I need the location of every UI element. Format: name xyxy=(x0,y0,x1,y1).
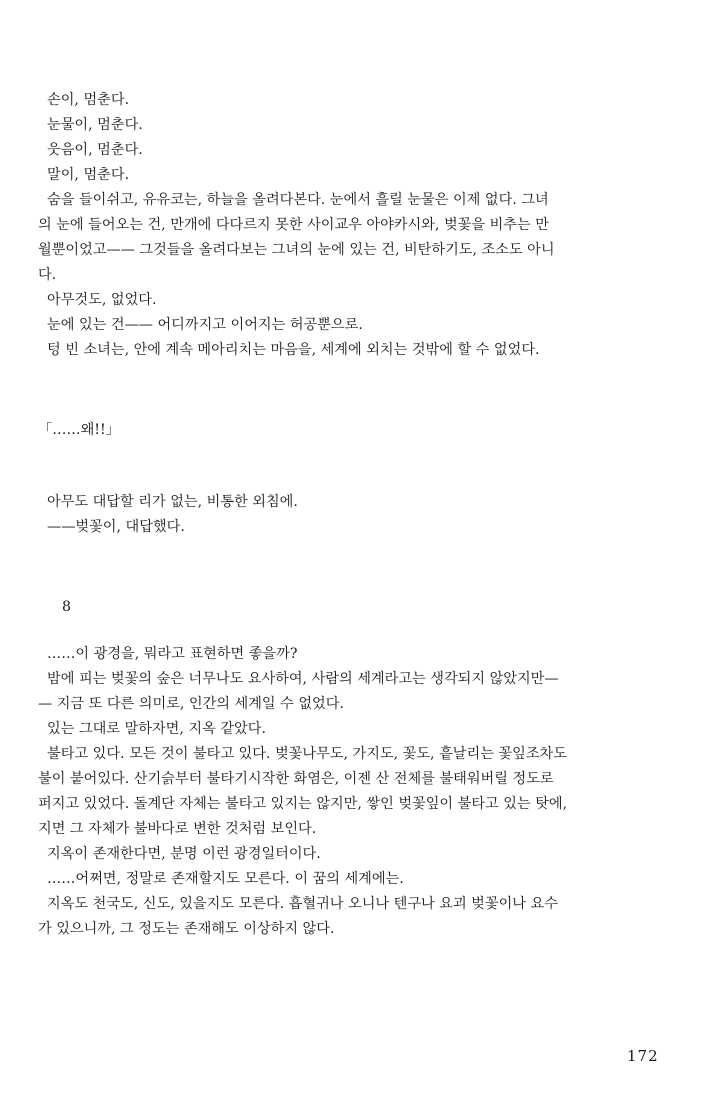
text-line: 지옥이 존재한다면, 분명 이런 광경일터이다. xyxy=(38,846,321,862)
text-line: 눈물이, 멈춘다. xyxy=(38,117,143,133)
text-line: 지옥도 천국도, 신도, 있을지도 모른다. 흡혈귀나 오니나 텐구나 요괴 벚꽃이나 요수 xyxy=(38,896,558,912)
text-line: 눈에 있는 건—— 어디까지고 이어지는 허공뿐으로. xyxy=(38,317,363,333)
text-line: 아무도 대답할 리가 없는, 비통한 외침에. xyxy=(38,494,298,510)
text-line: — 지금 또 다른 의미로, 인간의 세계일 수 없었다. xyxy=(38,696,344,712)
paragraph-block-2 xyxy=(38,490,683,540)
text-line: 텅 빈 소녀는, 안에 계속 메아리치는 마음을, 세계에 외치는 것밖에 할 수 없었다. xyxy=(38,342,540,358)
text-line: 월뿐이었고—— 그것들을 올려다보는 그녀의 눈에 있는 건, 비탄하기도, 조소도 아니 xyxy=(38,242,555,258)
text-line: 의 눈에 들어오는 건, 만개에 다다르지 못한 사이교우 아야카시와, 벚꽃을 비추는 만 xyxy=(38,217,549,233)
text-line: 가 있으니까, 그 정도는 존재해도 이상하지 않다. xyxy=(38,921,335,937)
text-line: 불이 붙어있다. 산기슭부터 불타기시작한 화염은, 이젠 산 전체를 불태워버릴 정도로 xyxy=(38,771,554,787)
text-line: 있는 그대로 말하자면, 지옥 같았다. xyxy=(38,721,266,737)
text-line: 불타고 있다. 모든 것이 불타고 있다. 벚꽃나무도, 가지도, 꽃도, 흩날리는 꽃잎조차도 xyxy=(38,746,567,762)
paragraph-block-1 xyxy=(38,88,683,363)
text-line: 아무것도, 없었다. xyxy=(38,292,157,308)
dialogue-line: 「……왜!!」 xyxy=(38,422,120,438)
text-line: 퍼지고 있었다. 돌계단 자체는 불타고 있지는 않지만, 쌓인 벚꽃잎이 불타고 있는 탓에, xyxy=(38,796,568,812)
text-line: 지면 그 자체가 불바다로 변한 것처럼 보인다. xyxy=(38,821,317,837)
text-line: 밤에 피는 벚꽃의 숲은 너무나도 요사하여, 사람의 세계라고는 생각되지 않았지만— xyxy=(38,671,559,687)
dialogue-cry xyxy=(38,418,683,443)
text-line: ……이 광경을, 뭐라고 표현하면 좋을까? xyxy=(38,646,298,662)
text-line: 말이, 멈춘다. xyxy=(38,167,130,183)
paragraph-block-3 xyxy=(38,642,683,942)
text-line: 웃음이, 멈춘다. xyxy=(38,142,143,158)
text-line: ……어쩌면, 정말로 존재할지도 모른다. 이 꿈의 세계에는. xyxy=(38,871,404,887)
text-line: 다. xyxy=(38,267,57,283)
section-number: 8 xyxy=(62,599,72,615)
text-line: 손이, 멈춘다. xyxy=(38,92,130,108)
page-number: 172 xyxy=(627,1047,659,1065)
text-line: ——벚꽃이, 대답했다. xyxy=(38,519,185,535)
text-line: 숨을 들이쉬고, 유유코는, 하늘을 올려다본다. 눈에서 흘릴 눈물은 이제 없다. 그녀 xyxy=(38,192,549,208)
